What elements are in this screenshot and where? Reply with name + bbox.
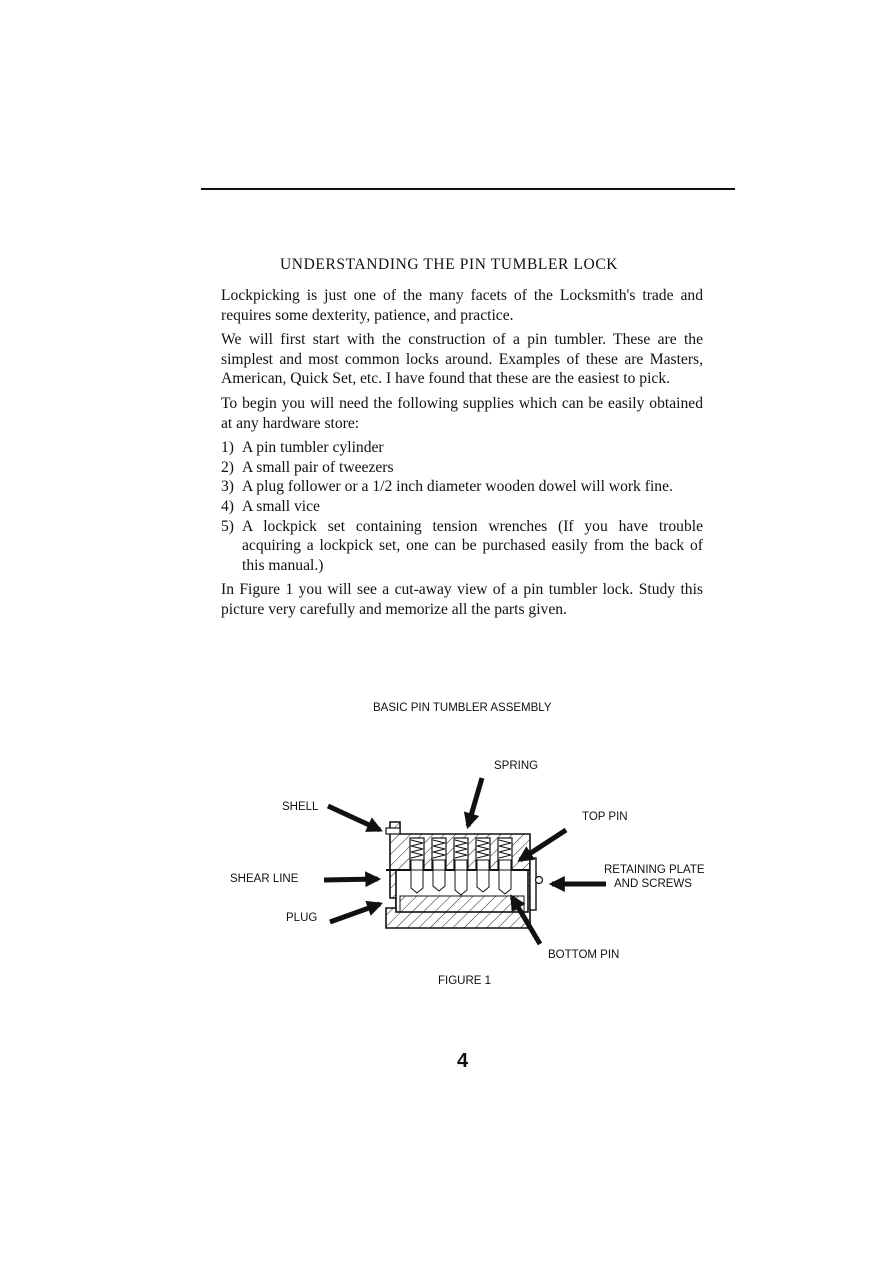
pin-stack (410, 838, 424, 893)
label-shear-line: SHEAR LINE (230, 873, 299, 885)
list-item-number: 5) (221, 517, 234, 535)
label-shell: SHELL (282, 801, 319, 813)
list-item-text: A small pair of tweezers (242, 458, 394, 476)
list-item-number: 2) (221, 458, 234, 476)
page-heading: UNDERSTANDING THE PIN TUMBLER LOCK (280, 256, 619, 273)
figure-title: BASIC PIN TUMBLER ASSEMBLY (373, 702, 552, 714)
list-item-number: 1) (221, 439, 234, 457)
label-spring: SPRING (494, 760, 539, 772)
paragraph-figure-reference: In Figure 1 you will see a cut-away view of a pin tumbler lock. Study this picture very carefully and memorize all the parts given. (221, 581, 703, 618)
pin-stack (498, 838, 512, 894)
label-plug: PLUG (286, 912, 318, 924)
label-and-screws: AND SCREWS (614, 878, 692, 890)
paragraph-intro: Lockpicking is just one of the many facets of the Locksmith's trade and requires some dexterity, patience, and practice. (221, 287, 703, 324)
label-retaining-plate: RETAINING PLATE (604, 864, 705, 876)
pin-stack (432, 838, 446, 891)
list-item-number: 4) (221, 497, 234, 515)
shear-line-arrow (324, 879, 378, 880)
label-bottom-pin: BOTTOM PIN (548, 949, 620, 961)
list-item-number: 3) (221, 478, 234, 496)
label-top-pin: TOP PIN (582, 811, 628, 823)
spring-arrow (468, 778, 482, 826)
pin-stack (476, 838, 490, 892)
pin-stack (454, 838, 468, 895)
list-item-text: A lockpick set containing tension wrenches (If you have trouble acquiring a lockpick set, one can be purchased easily from the back of this manual.) (242, 517, 703, 574)
retaining-plate (530, 858, 543, 910)
list-item-text: A plug follower or a 1/2 inch diameter wooden dowel will work fine. (242, 478, 673, 496)
shell-arrow (328, 806, 380, 830)
paragraph-supplies: To begin you will need the following supplies which can be easily obtained at any hardware store: (221, 394, 703, 432)
list-item-text: A small vice (242, 497, 320, 515)
page-number: 4 (457, 1050, 469, 1072)
figure-caption: FIGURE 1 (438, 975, 492, 987)
plug-arrow (330, 904, 380, 922)
paragraph-pin-tumbler: We will first start with the construction of a pin tumbler. These are the simplest and most common locks around. Examples of these are Masters, American, Quick Set, etc. I have found that these are the easiest to pick. (221, 331, 703, 388)
list-item-text: A pin tumbler cylinder (242, 439, 384, 457)
